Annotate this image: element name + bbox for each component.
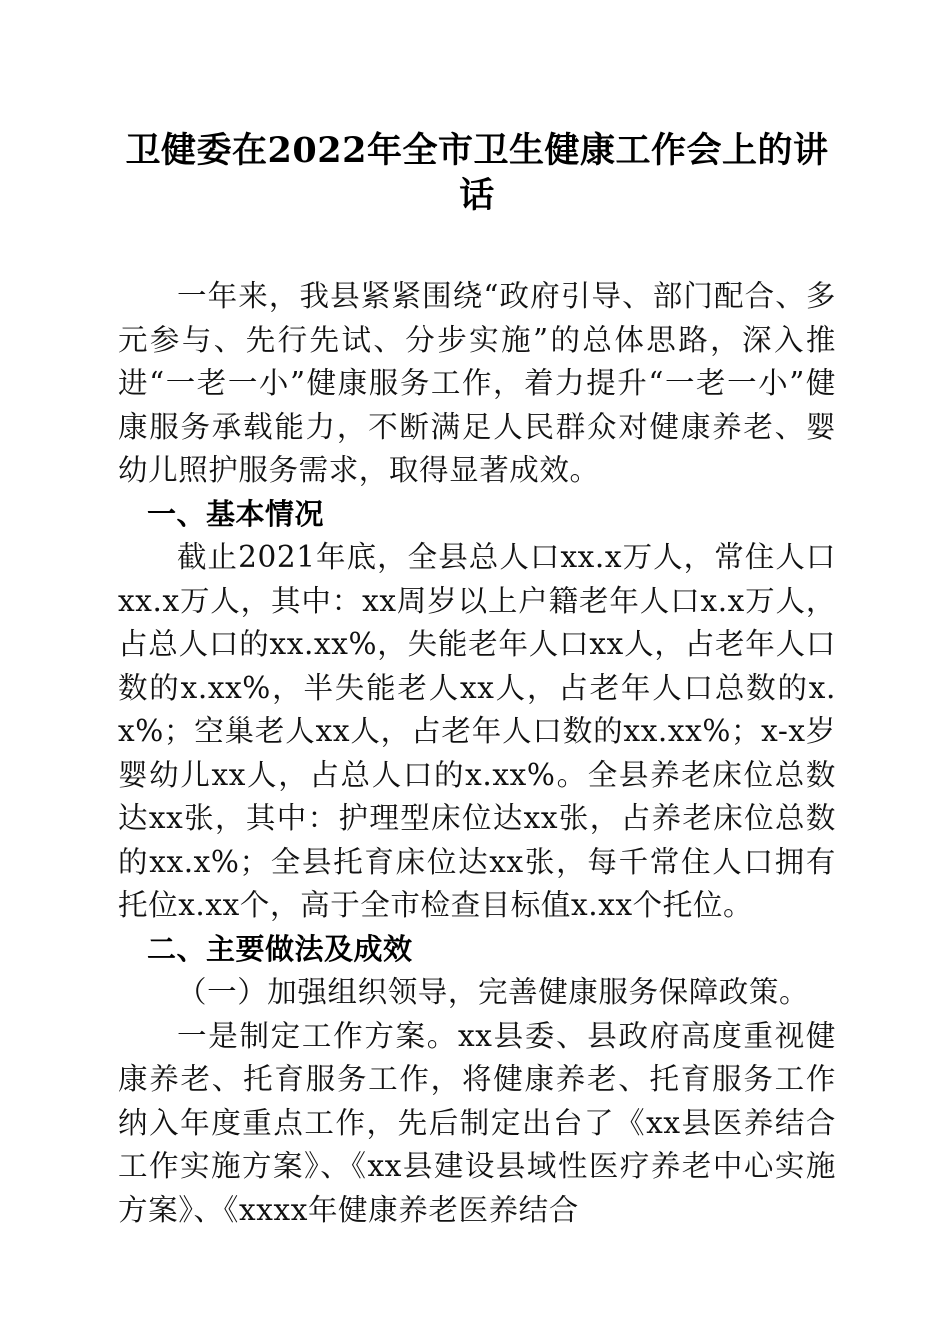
paragraph-intro: 一年来，我县紧紧围绕“政府引导、部门配合、多元参与、先行先试、分步实施”的总体思路，深入推进“一老一小”健康服务工作，着力提升“一老一小”健康服务承载能力，不断满足人民群众对健康养老、婴幼儿照护服务需求，取得显著成效。 (118, 279, 836, 487)
paragraph-section-1-body: 截止2021年底，全县总人口xx.x万人，常住人口xx.x万人，其中：xx周岁以上户籍老年人口x.x万人，占总人口的xx.xx%，失能老年人口xx人，占老年人口数的x.xx%，半失能老人xx人，占老年人口总数的x.x%；空巢老人xx人，占老年人口数的xx.xx%；x-x岁婴幼儿xx人，占总人口的x.xx%。全县养老床位总数达xx张，其中：护理型床位达xx张，占养老床位总数的xx.x%；全县托育床位达xx张，每千常住人口拥有托位x.xx个，高于全市检查目标值x.xx个托位。 (118, 540, 836, 922)
paragraph-section-2-sub-1: （一）加强组织领导，完善健康服务保障政策。 (177, 975, 810, 1009)
section-heading-1: 一、基本情况 (147, 496, 325, 531)
section-heading-2: 二、主要做法及成效 (147, 931, 413, 966)
page-title: 卫健委在2022年全市卫生健康工作会上的讲话 (125, 130, 829, 216)
paragraph-section-2-sub-1-body: 一是制定工作方案。xx县委、县政府高度重视健康养老、托育服务工作，将健康养老、托育服务工作纳入年度重点工作，先后制定出台了《xx县医养结合工作实施方案》、《xx县建设县域性医疗养老中心实施方案》、《xxxx年健康养老医养结合 (118, 1018, 836, 1227)
document-content (118, 0, 836, 1232)
